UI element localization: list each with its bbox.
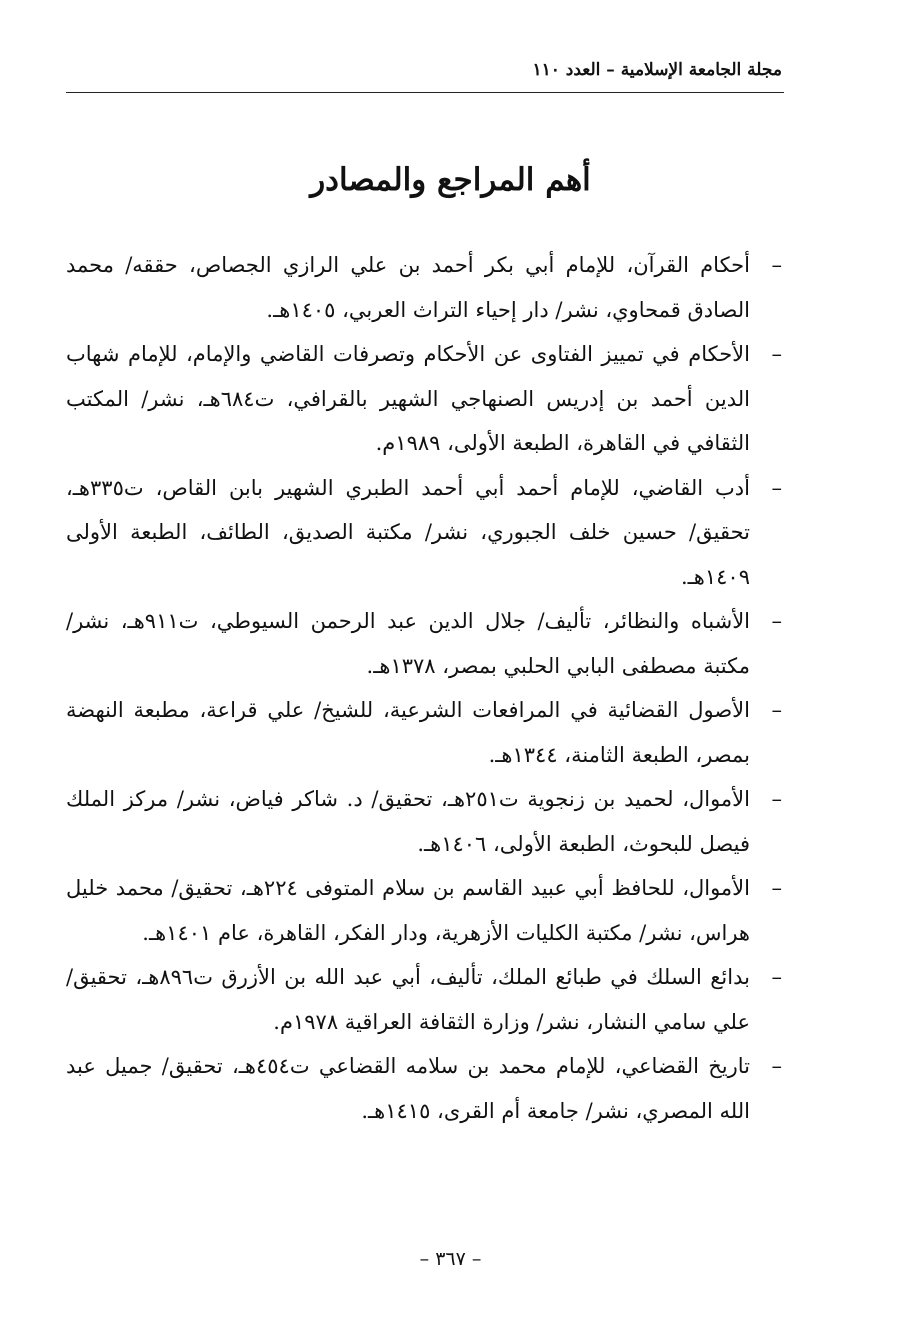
reference-item: [66, 332, 784, 466]
page-number: – ٣٦٧ –: [419, 1248, 482, 1270]
reference-text: أحكام القرآن، للإمام أبي بكر أحمد بن علي الرازي الجصاص، حققه/ محمد الصادق قمحاوي، نشر/ دار إحياء التراث العربي، ١٤٠٥هـ.: [66, 253, 750, 322]
bullet-dash: –: [771, 1054, 782, 1078]
reference-item: [66, 866, 784, 955]
reference-text: تاريخ القضاعي، للإمام محمد بن سلامه القضاعي ت٤٥٤هـ، تحقيق/ جميل عبد الله المصري، نشر/ جامعة أم القرى، ١٤١٥هـ.: [66, 1054, 751, 1123]
reference-text: الأموال، لحميد بن زنجوية ت٢٥١هـ، تحقيق/ د. شاكر فياض، نشر/ مركز الملك فيصل للبحوث، الطبعة الأولى، ١٤٠٦هـ.: [66, 787, 750, 856]
bullet-dash: –: [771, 965, 782, 989]
bullet-dash: –: [771, 876, 782, 900]
reference-text: الأحكام في تمييز الفتاوى عن الأحكام وتصرفات القاضي والإمام، للإمام شهاب الدين أحمد بن إدريس الصنهاجي الشهير بالقرافي، ت٦٨٤هـ، نشر/ المكتب الثقافي في القاهرة، الطبعة الأولى، ١٩٨٩م.: [66, 342, 750, 455]
reference-item: [66, 599, 784, 688]
running-header: مجلة الجامعة الإسلامية – العدد ١١٠: [532, 60, 782, 80]
reference-item: [66, 955, 784, 1044]
bullet-dash: –: [771, 698, 782, 722]
bullet-dash: –: [771, 342, 782, 366]
reference-text: بدائع السلك في طبائع الملك، تأليف، أبي عبد الله بن الأزرق ت٨٩٦هـ، تحقيق/ علي سامي النشار، نشر/ وزارة الثقافة العراقية ١٩٧٨م.: [66, 965, 750, 1034]
reference-item: [66, 777, 784, 866]
reference-item: [66, 688, 784, 777]
reference-text: الأموال، للحافظ أبي عبيد القاسم بن سلام المتوفى ٢٢٤هـ، تحقيق/ محمد خليل هراس، نشر/ مكتبة الكليات الأزهرية، ودار الفكر، القاهرة، عام ١٤٠١هـ.: [66, 876, 750, 945]
bullet-dash: –: [771, 609, 782, 633]
reference-text: أدب القاضي، للإمام أحمد أبي أحمد الطبري الشهير بابن القاص، ت٣٣٥هـ، تحقيق/ حسين خلف الجبوري، نشر/ مكتبة الصديق، الطائف، الطبعة الأولى ١٤٠٩هـ.: [66, 475, 750, 589]
reference-text: الأصول القضائية في المرافعات الشرعية، للشيخ/ علي قراعة، مطبعة النهضة بمصر، الطبعة الثامنة، ١٣٤٤هـ.: [66, 698, 750, 767]
reference-item: [66, 466, 784, 600]
reference-item: [66, 243, 784, 332]
bullet-dash: –: [771, 253, 782, 277]
bullet-dash: –: [771, 475, 782, 500]
reference-text: الأشباه والنظائر، تأليف/ جلال الدين عبد الرحمن السيوطي، ت٩١١هـ، نشر/ مكتبة مصطفى البابي الحلبي بمصر، ١٣٧٨هـ.: [66, 609, 751, 678]
page-title: أهم المراجع والمصادر: [310, 162, 591, 198]
reference-item: [66, 1044, 784, 1133]
bullet-dash: –: [771, 787, 782, 811]
references-list: [66, 243, 784, 1133]
header-rule: [66, 92, 784, 93]
